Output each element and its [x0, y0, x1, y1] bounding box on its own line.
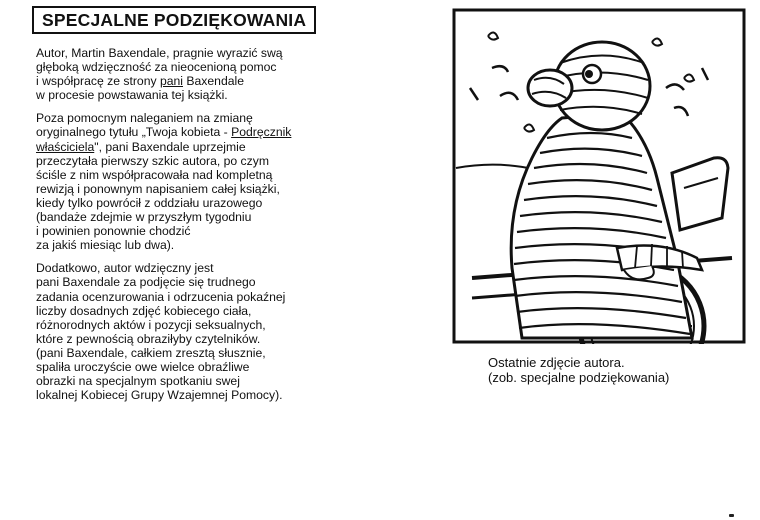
text-segment: oryginalnego tytułu „Twoja kobieta -: [36, 125, 232, 140]
text-line: [36, 60, 336, 74]
text-line: [36, 224, 336, 238]
underlined-text: właściciela: [36, 139, 95, 154]
text-line: [36, 168, 336, 182]
text-segment: Autor, Martin Baxendale, pragnie wyrazić swą: [36, 46, 283, 60]
text-segment: ", pani Baxendale uprzejmie: [94, 139, 246, 154]
text-line: [36, 360, 336, 374]
text-line: [36, 261, 336, 275]
text-line: [36, 374, 336, 388]
text-line: [36, 182, 336, 196]
page-corner-mark: [729, 514, 734, 517]
text-segment: różnorodnych aktów i pozycji seksualnych,: [36, 317, 266, 332]
underlined-text: pani: [159, 74, 184, 89]
paragraph-2: [36, 111, 336, 252]
text-segment: lokalnej Kobiecej Grupy Wzajemnej Pomocy).: [36, 388, 283, 403]
text-segment: Poza pomocnym naleganiem na zmianę: [36, 111, 253, 126]
text-segment: pani Baxendale za podjęcie się trudnego: [36, 275, 256, 290]
text-segment: i współpracę ze strony: [36, 74, 160, 89]
paragraph-3: [36, 261, 336, 402]
text-segment: głęboką wdzięczność za nieocenioną pomoc: [36, 60, 277, 75]
text-segment: ściśle z nim współpracowała nad kompletną: [36, 167, 273, 182]
text-segment: w procesie powstawania tej książki.: [36, 88, 228, 103]
text-line: [36, 332, 336, 346]
text-line: [36, 388, 336, 402]
text-line: [36, 154, 336, 168]
text-segment: które z pewnością obraziłyby czytelników.: [36, 331, 261, 346]
text-segment: spaliła uroczyście owe wielce obraźliwe: [36, 359, 250, 374]
acknowledgement-text: [36, 46, 336, 411]
text-segment: (pani Baxendale, całkiem zresztą słusznie,: [36, 345, 266, 360]
underlined-text: Podręcznik: [231, 125, 292, 140]
text-line: [36, 46, 336, 60]
caption-line-1: Ostatnie zdjęcie autora.: [488, 355, 625, 370]
text-line: [36, 346, 336, 360]
text-segment: zadania ocenzurowania i odrzucenia pokaźnej: [36, 289, 286, 304]
text-line: [36, 196, 336, 210]
text-line: [36, 290, 336, 304]
text-line: [36, 210, 336, 224]
text-line: [36, 125, 336, 139]
paragraph-1: [36, 46, 336, 102]
bandaged-man-illustration: [452, 8, 746, 344]
text-line: [36, 275, 336, 289]
text-line: [36, 88, 336, 102]
text-segment: obrazki na specjalnym spotkaniu swej: [36, 374, 240, 389]
text-segment: liczby dosadnych zdjęć kobiecego ciała,: [36, 303, 252, 318]
text-segment: za jakiś miesiąc lub dwa).: [36, 238, 175, 253]
text-segment: i powinien ponownie chodzić: [36, 224, 191, 239]
text-segment: przeczytała pierwszy szkic autora, po czym: [36, 153, 269, 168]
text-line: [36, 318, 336, 332]
text-line: [36, 74, 336, 88]
text-segment: kiedy tylko powrócił z oddziału urazowego: [36, 195, 263, 210]
illustration-caption: [488, 355, 669, 385]
text-line: [36, 111, 336, 125]
text-segment: (bandaże zdejmie w przyszłym tygodniu: [36, 210, 252, 225]
text-line: [36, 238, 336, 252]
page-heading: SPECJALNE PODZIĘKOWANIA: [32, 6, 316, 34]
text-segment: rewizją i ponownym napisaniem całej książki,: [36, 181, 280, 196]
text-line: [36, 140, 336, 154]
caption-line-2: (zob. specjalne podziękowania): [488, 370, 670, 385]
text-segment: Dodatkowo, autor wdzięczny jest: [36, 261, 214, 276]
text-line: [36, 304, 336, 318]
text-segment: Baxendale: [183, 74, 245, 89]
